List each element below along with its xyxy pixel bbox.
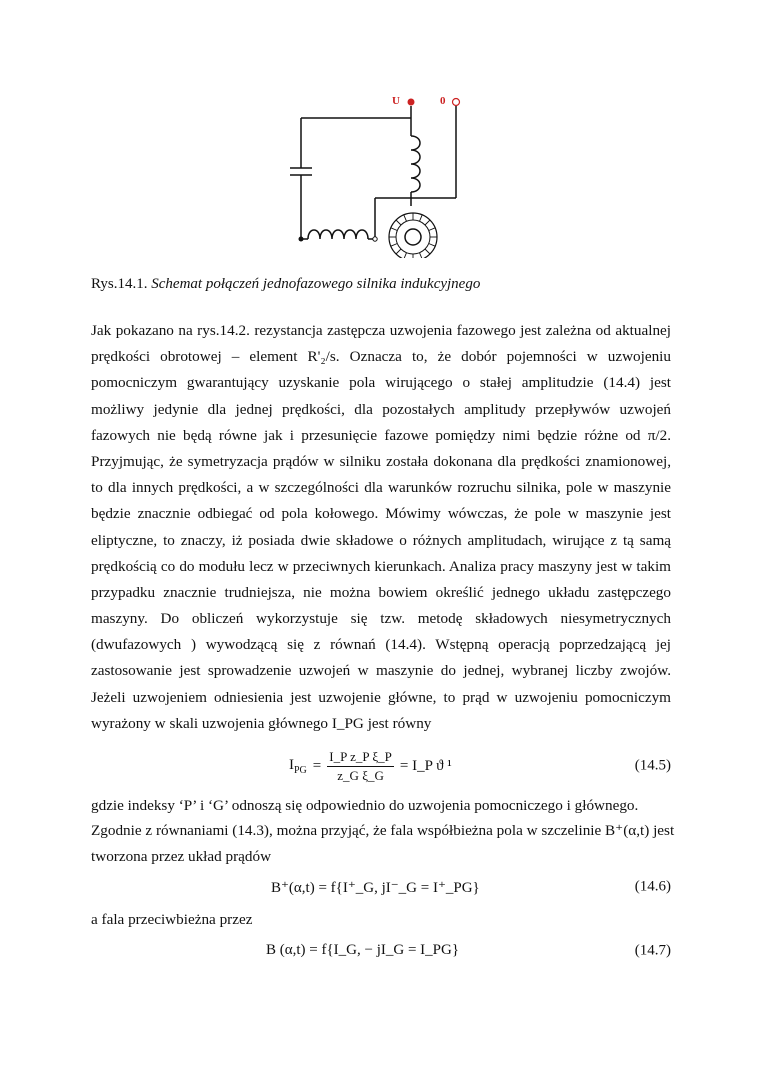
text-line: tworzona przez układ prądów — [91, 848, 272, 866]
caption-prefix: Rys.14.1. — [91, 276, 148, 292]
eq146-number: (14.6) — [634, 878, 671, 895]
text-line: fazowych nie będą równe jak i przesunięcie fazowe pomiędzy nimi będzie różne od π/2. — [91, 426, 671, 444]
caption-title: Schemat połączeń jednofazowego silnika indukcyjnego — [151, 276, 481, 292]
equation-14-5: $I_{PG}$ = $\frac{\text{I\_P z\_P ξ\_P}}{\text{z\_G ξ\_G}}$ = I_P ϑ ¹ (14.5) — [289, 748, 671, 783]
text-line: przypadku znacznie trudniejsza, nie można bowiem określić jednego układu zastępczego — [91, 583, 671, 601]
circuit-diagram — [280, 88, 480, 258]
text-line: prędkością co do modułu lecz w przeciwnych kierunkach. Analiza pracy maszyny jest w takim — [91, 557, 671, 575]
eq147-body: B (α,t) = f{I_G, − jI_G = I_PG} — [266, 942, 460, 958]
terminal-u-label: U — [392, 95, 400, 107]
terminal-u — [408, 99, 415, 106]
eq147-number: (14.7) — [634, 942, 671, 959]
eq145-number: (14.5) — [634, 757, 671, 774]
figure-caption — [91, 274, 691, 294]
terminal-zero — [453, 99, 460, 106]
text-line: Jak pokazano na rys.14.2. rezystancja zastępcza uzwojenia fazowego jest zależna od aktualnej — [91, 322, 671, 339]
text-line: wyrażony w skali uzwojenia głównego I_PG jest równy — [91, 714, 432, 732]
junction-node-right — [373, 237, 377, 241]
equation-14-6 — [91, 872, 671, 902]
text-line: Zgodnie z równaniami (14.3), można przyjąć, że fala współbieżna pola w szczelinie B⁺(α,t) jest — [91, 822, 675, 839]
text-after-eq145: gdzie indeksy ‘P’ i ‘G’ odnoszą się odpowiednio do uzwojenia pomocniczego i głównego. — [91, 797, 639, 814]
text-line: prędkości obrotowej – element R'₂/s. Oznacza to, że dobór pojemności w uzwojeniu — [91, 348, 671, 366]
text-line: możliwy jedynie dla jednej prędkości, dla pozostałych amplitudy przepływów uzwojeń — [91, 400, 671, 418]
rotor — [389, 213, 437, 258]
eq145-fraction: $\frac{\text{I\_P z\_P ξ\_P}}{\text{z\_G ξ\_G}}$ — [329, 748, 392, 783]
eq145-lhs: $I_{PG}$ — [289, 756, 307, 776]
text-line: (dwufazowych ) wywodzącą się z równań (14.4). Wstępną operacją poprzedzającą jej — [91, 636, 671, 654]
text-line: będzie znacznie odbiegać od pola kołowego. Mówimy wówczas, że pole w maszynie jest — [91, 505, 671, 523]
paragraph-2 — [91, 818, 675, 870]
paragraph-1 — [91, 318, 671, 737]
junction-node — [299, 237, 304, 242]
text-line: eliptyczne, to znaczy, iż posiada dwie składowe o różnych amplitudach, wirujące z tą samą — [91, 531, 671, 549]
circuit-wires — [290, 106, 456, 239]
text-line: to dla innych prędkości, a w szczególności dla warunków rozruchu silnika, pole w maszynie — [91, 479, 671, 497]
text-line: Przyjmując, że symetryzacja prądów w silniku została dokonana dla prędkości znamionowej, — [91, 452, 671, 470]
equation-14-7 — [91, 936, 671, 966]
text-line: pomocniczym gwarantujący uzyskanie pola wirującego o stałej amplitudzie (14.4) jest — [91, 374, 671, 392]
terminal-zero-label: 0 — [440, 95, 446, 107]
eq146-body: B⁺(α,t) = f{I⁺_G, jI⁻_G = I⁺_PG} — [271, 880, 480, 896]
text-after-eq146: a fala przeciwbieżna przez — [91, 911, 253, 928]
text-line: maszyny. Do obliczeń wykorzystuje się tzw. metodę składowych niesymetrycznych — [91, 610, 671, 628]
text-line: Jeżeli uzwojeniem odniesienia jest uzwojenie główne, to prąd w uzwojeniu pomocniczym — [91, 688, 671, 706]
text-line: zastosowanie jest sprowadzenie uzwojeń w maszynie do jednej, wybranej liczby zwojów. — [91, 662, 671, 680]
eq145-rhs: = I_P ϑ ¹ — [399, 757, 452, 774]
